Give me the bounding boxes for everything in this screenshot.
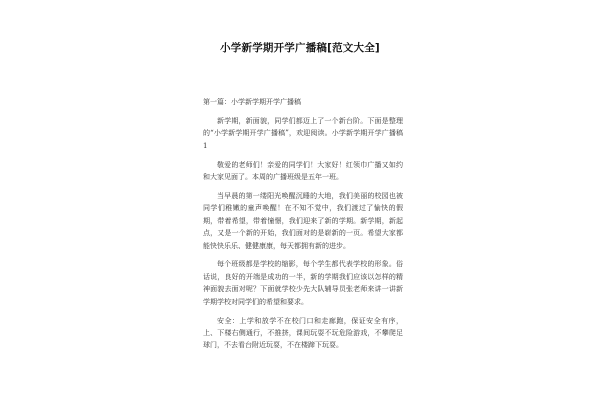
section-heading: 第一篇：小学新学期开学广播稿	[203, 98, 301, 106]
paragraph: 新学期，新面貌，同学们都迈上了一个新台阶。下面是整理的“小学新学期开学广播稿”，欢迎阅读。小学新学期开学广播稿1	[203, 116, 403, 150]
paragraph: 每个班级都是学校的缩影，每个学生都代表学校的形象。俗话说，良好的开端是成功的一半，新的学期我们应该以怎样的精神面貌去面对呢？下面就学校少先大队辅导员张老师来讲一讲新学期学校对同学们的希望和要求。	[203, 260, 403, 306]
document-title: 小学新学期开学广播稿[范文大全]	[220, 42, 380, 54]
paragraph: 敬爱的老师们！亲爱的同学们！大家好！红领巾广播又如约和大家见面了。本周的广播班级是五年一班。	[203, 160, 403, 182]
paragraph: 当早晨的第一缕阳光唤醒沉睡的大地，我们美丽的校园也被同学们稚嫩的童声唤醒！在不知不觉中，我们渡过了愉快的假期，带着希望，带着憧憬，我们迎来了新的学期。新学期，新起点，又是一个新的开始，我们面对的是崭新的一页。希望大家都能快快乐乐、健健康康，每天都拥有新的进步。	[203, 191, 403, 250]
document-body	[203, 96, 403, 358]
paragraph: 安全：上学和放学不在校门口和走廊跑，保证安全有序，上、下楼右侧通行，不推挤，课间玩耍不玩危险游戏，不攀爬足球门，不去看台附近玩耍，不在楼蹄下玩耍。	[203, 316, 403, 350]
